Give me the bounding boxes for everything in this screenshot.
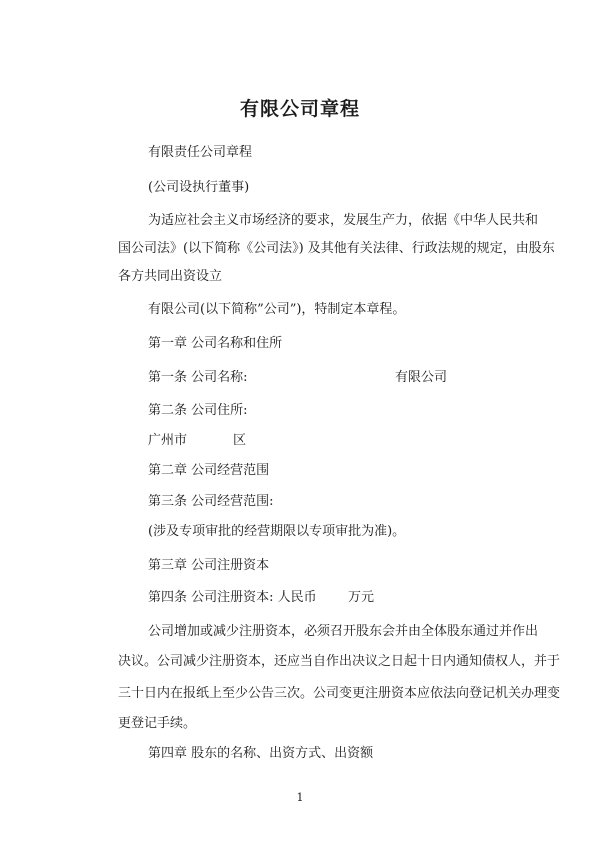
chapter-1-heading: 第一章 公司名称和住所 <box>148 336 283 351</box>
preamble-line-1: 为适应社会主义市场经济的要求，发展生产力，依据《中华人民共和 <box>148 213 539 228</box>
chapter-3-heading: 第三章 公司注册资本 <box>148 558 270 573</box>
article-2-label: 第二条 公司住所: <box>148 403 248 418</box>
article-3-label: 第三条 公司经营范围: <box>148 494 274 509</box>
article-4-label: 第四条 公司注册资本: 人民币 <box>148 590 317 605</box>
preamble-line-4: 有限公司(以下简称”公司”)，特制定本章程。 <box>148 302 406 317</box>
capital-paragraph-line-2: 决议。公司减少注册资本，还应当自作出决议之日起十日内通知债权人，并于 <box>118 654 561 669</box>
page-number: 1 <box>296 791 304 804</box>
chapter-4-heading: 第四章 股东的名称、出资方式、出资额 <box>148 746 374 761</box>
article-1-label: 第一条 公司名称: <box>148 370 248 385</box>
capital-paragraph-line-1: 公司增加或减少注册资本，必须召开股东会并由全体股东通过并作出 <box>148 624 539 639</box>
address-city: 广州市 <box>148 433 188 448</box>
document-subtitle: 有限责任公司章程 <box>148 145 253 160</box>
scope-note: (涉及专项审批的经营期限以专项审批为准)。 <box>148 524 406 539</box>
capital-paragraph-line-4: 更登记手续。 <box>118 716 197 731</box>
document-note: (公司设执行董事) <box>148 180 250 195</box>
preamble-line-2: 国公司法》(以下简称《公司法》) 及其他有关法律、行政法规的规定，由股东 <box>118 241 555 256</box>
document-title: 有限公司章程 <box>239 98 360 120</box>
preamble-line-3: 各方共同出资设立 <box>118 269 223 284</box>
capital-paragraph-line-3: 三十日内在报纸上至少公告三次。公司变更注册资本应依法向登记机关办理变 <box>118 686 561 701</box>
article-1-suffix: 有限公司 <box>395 370 448 385</box>
chapter-2-heading: 第二章 公司经营范围 <box>148 463 270 478</box>
article-4-unit: 万元 <box>348 590 375 605</box>
address-district: 区 <box>233 433 247 448</box>
